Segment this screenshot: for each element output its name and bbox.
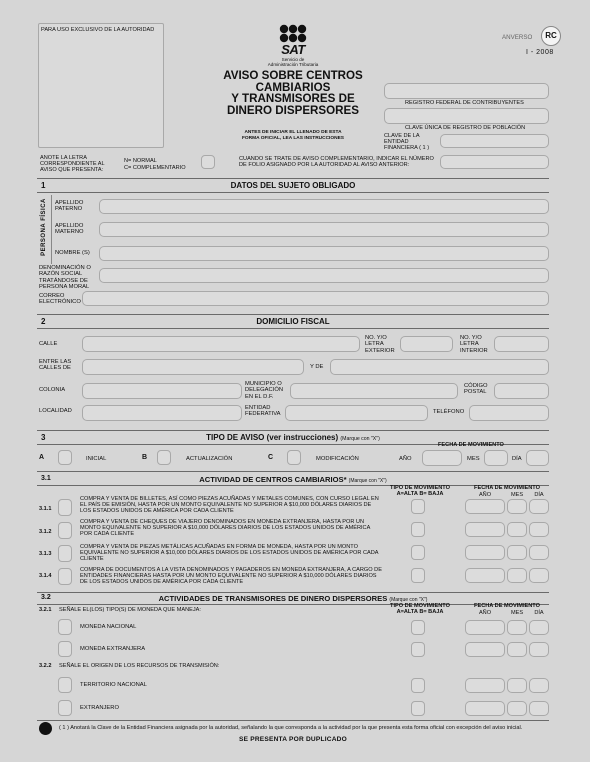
s3-fecha-movimiento-label: FECHA DE MOVIMIENTO xyxy=(438,442,504,448)
s31-dia-label: DÍA xyxy=(534,492,544,498)
option-a-checkbox[interactable] xyxy=(58,450,72,465)
s32-2-number: 3.2.2 xyxy=(39,663,52,669)
s31-item-number: 3.1.3 xyxy=(39,551,52,557)
s31-anio-label: AÑO xyxy=(478,492,492,498)
option-a-letter: A xyxy=(39,454,45,461)
telefono-field[interactable] xyxy=(469,405,549,421)
calle-field[interactable] xyxy=(82,336,360,352)
section-3-1-mark-note: (Marque con "X") xyxy=(348,478,387,484)
form-title xyxy=(200,70,386,116)
sat-logo-subtitle-2: Administración Tributaria xyxy=(267,62,319,67)
s31-mes-field[interactable] xyxy=(507,522,527,537)
moneda-nacional-anio-field[interactable] xyxy=(465,620,505,635)
s31-dia-field[interactable] xyxy=(529,522,549,537)
s32-tipo-mov-label: TIPO DE MOVIMIENTO xyxy=(390,603,450,609)
territorio-nacional-tipo-box[interactable] xyxy=(411,678,425,693)
clave-entidad-field[interactable] xyxy=(440,134,549,148)
entidad-federativa-field[interactable] xyxy=(285,405,428,421)
s31-fecha-mov-label: FECHA DE MOVIMIENTO xyxy=(474,485,540,491)
complementario-label: C= COMPLEMENTARIO xyxy=(124,165,186,171)
s31-tipo-mov-box[interactable] xyxy=(411,545,425,560)
s31-dia-field[interactable] xyxy=(529,499,549,514)
s31-item-text: COMPRA DE DOCUMENTOS A LA VISTA DENOMINADOS Y PAGADEROS EN MONEDA EXTRANJERA, A CARGO DE ENTIDADES FINANCIERAS HASTA POR UN MONTO EQUIVALENTE NO SUPERIOR A $10,000 DÓLARES DIARIOS DE LOS ESTADOS UNIDOS DE AMÉRICA POR CADA CLIENTE xyxy=(80,567,382,586)
curp-field[interactable] xyxy=(384,108,549,124)
rfc-label: REGISTRO FEDERAL DE CONTRIBUYENTES xyxy=(405,100,524,106)
apellido-paterno-label: APELLIDO PATERNO xyxy=(55,200,84,213)
s32-mes-label: MES xyxy=(510,610,524,616)
rfc-field[interactable] xyxy=(384,83,549,99)
s31-item-checkbox[interactable] xyxy=(58,568,72,585)
normal-label: N= NORMAL xyxy=(124,158,157,164)
tipo-aviso-letra-box[interactable] xyxy=(201,155,215,169)
section-3-1-title: ACTIVIDAD DE CENTROS CAMBIARIOS* xyxy=(199,475,347,484)
section-1-number: 1 xyxy=(41,181,46,190)
telefono-label: TELÉFONO xyxy=(433,409,465,415)
s32-anio-label: AÑO xyxy=(478,610,492,616)
persona-fisica-label: PERSONA FÍSICA xyxy=(41,198,47,256)
instructions-line-1: ANTES DE INICIAR EL LLENADO DE ESTA xyxy=(244,130,342,135)
s31-mes-field[interactable] xyxy=(507,545,527,560)
s31-item-checkbox[interactable] xyxy=(58,522,72,539)
s31-tipo-mov-label: TIPO DE MOVIMIENTO xyxy=(390,485,450,491)
municipio-label: MUNICIPIO O DELEGACIÓN EN EL D.F. xyxy=(245,381,284,400)
no-exterior-label: NO. Y/O LETRA EXTERIOR xyxy=(365,335,395,354)
sat-logo-subtitle-1: Servicio de xyxy=(281,57,305,62)
extranjero-anio-field[interactable] xyxy=(465,701,505,716)
moneda-extranjera-checkbox[interactable] xyxy=(58,641,72,657)
section-3-number: 3 xyxy=(41,433,46,442)
nombres-field[interactable] xyxy=(99,246,549,261)
s32-2-question: SEÑALE EL ORIGEN DE LOS RECURSOS DE TRANSMISIÓN: xyxy=(59,663,220,669)
no-interior-label: NO. Y/O LETRA INTERIOR xyxy=(460,335,488,354)
correo-label: CORREO ELECTRÓNICO xyxy=(39,293,81,306)
municipio-field[interactable] xyxy=(290,383,458,399)
entidad-federativa-label: ENTIDAD FEDERATIVA xyxy=(245,405,281,418)
rc-badge xyxy=(541,26,561,46)
s31-item-checkbox[interactable] xyxy=(58,545,72,562)
denominacion-field[interactable] xyxy=(99,268,549,283)
s31-anio-field[interactable] xyxy=(465,568,505,583)
section-3-title: TIPO DE AVISO (ver instrucciones) xyxy=(206,433,339,442)
localidad-label: LOCALIDAD xyxy=(39,408,72,414)
s31-dia-field[interactable] xyxy=(529,568,549,583)
s3-mes-field[interactable] xyxy=(484,450,508,466)
s31-mes-field[interactable] xyxy=(507,568,527,583)
codigo-postal-label: CÓDIGO POSTAL xyxy=(464,383,488,396)
extranjero-mes-field[interactable] xyxy=(507,701,527,716)
form-title-line-4: DINERO DISPERSORES xyxy=(226,103,360,117)
s32-1-number: 3.2.1 xyxy=(39,607,52,613)
moneda-extranjera-anio-field[interactable] xyxy=(465,642,505,657)
s31-anio-field[interactable] xyxy=(465,522,505,537)
territorio-nacional-mes-field[interactable] xyxy=(507,678,527,693)
codigo-postal-field[interactable] xyxy=(494,383,549,399)
moneda-extranjera-label: MONEDA EXTRANJERA xyxy=(80,646,146,652)
sat-logo-text: SAT xyxy=(281,42,305,57)
section-3-title-wrap xyxy=(37,433,549,442)
s31-item-text: COMPRA Y VENTA DE BILLETES, ASÍ COMO PIEZAS ACUÑADAS Y METALES COMUNES, CON CURSO LEGAL EN EL PAÍS DE EMISIÓN, HASTA POR UN MONTO EQUIVALENTE NO SUPERIOR A $10,000 DÓLARES DIARIOS DE LOS ESTADOS UNIDOS DE AMÉRICA POR CADA CLIENTE xyxy=(80,496,379,515)
s31-mes-label: MES xyxy=(510,492,524,498)
instructions-note xyxy=(220,130,366,143)
authority-box-label: PARA USO EXCLUSIVO DE LA AUTORIDAD xyxy=(41,27,155,33)
s31-item-text: COMPRA Y VENTA DE PIEZAS METÁLICAS ACUÑADAS EN FORMA DE MONEDA, HASTA POR UN MONTO EQUIVALENTE NO SUPERIOR A $10,000 DÓLARES DIARIOS DE LOS ESTADOS UNIDOS DE AMÉRICA POR CADA CLIENTE xyxy=(80,544,379,563)
instructions-line-2: FORMA OFICIAL, LEA LAS INSTRUCCIONES xyxy=(242,136,344,142)
entre-calle-2-field[interactable] xyxy=(330,359,549,375)
option-c-checkbox[interactable] xyxy=(287,450,301,465)
no-exterior-field[interactable] xyxy=(400,336,453,352)
option-b-label: ACTUALIZACIÓN xyxy=(186,456,233,462)
section-3-1-title-wrap xyxy=(37,475,549,484)
extranjero-label: EXTRANJERO xyxy=(80,705,119,711)
s31-item-number: 3.1.2 xyxy=(39,529,52,535)
s3-dia-label: DÍA xyxy=(512,456,522,462)
option-c-letter: C xyxy=(268,454,274,461)
denominacion-label: DENOMINACIÓN O RAZÓN SOCIAL TRATÁNDOSE DE PERSONA MORAL xyxy=(39,265,91,291)
nombres-label: NOMBRE (S) xyxy=(55,250,90,256)
complementario-note: CUANDO SE TRATE DE AVISO COMPLEMENTARIO, INDICAR EL NÚMERO DE FOLIO ASIGNADO POR LA AUTORIDAD AL AVISO ANTERIOR: xyxy=(239,156,434,169)
section-3-2-title-wrap xyxy=(37,594,549,603)
moneda-nacional-dia-field[interactable] xyxy=(529,620,549,635)
form-title-line-3: Y TRANSMISORES DE xyxy=(231,92,355,105)
moneda-nacional-mes-field[interactable] xyxy=(507,620,527,635)
s32-fecha-mov-label: FECHA DE MOVIMIENTO xyxy=(474,603,540,609)
apellido-materno-field[interactable] xyxy=(99,222,549,237)
entre-calles-label: ENTRE LAS CALLES DE xyxy=(39,359,72,372)
option-b-checkbox[interactable] xyxy=(157,450,171,465)
section-2-number: 2 xyxy=(41,317,46,326)
colonia-field[interactable] xyxy=(82,383,242,399)
rc-badge-text: RC xyxy=(545,31,557,40)
s32-alta-baja-label: A=ALTA B= BAJA xyxy=(396,609,444,615)
s31-item-text: COMPRA Y VENTA DE CHEQUES DE VIAJERO DENOMINADOS EN MONEDA EXTRANJERA, HASTA POR UN MONTO EQUIVALENTE NO SUPERIOR A $10,000 DÓLARES DIARIOS DE LOS ESTADOS UNIDOS DE AMÉRICA POR CADA CLIENTE xyxy=(80,519,371,538)
form-title-line-2: CAMBIARIOS xyxy=(255,80,331,94)
territorio-nacional-label: TERRITORIO NACIONAL xyxy=(80,682,147,688)
moneda-extranjera-dia-field[interactable] xyxy=(529,642,549,657)
colonia-label: COLONIA xyxy=(39,387,66,393)
s3-anio-field[interactable] xyxy=(422,450,462,466)
moneda-extranjera-mes-field[interactable] xyxy=(507,642,527,657)
footer-note: ( 1 ) Anotará la Clave de la Entidad Financiera asignada por la autoridad, señalando la que corresponda a la actividad por la que presenta esta forma oficial con excepción del aviso inicial. xyxy=(59,725,523,731)
form-title-line-1: AVISO SOBRE CENTROS xyxy=(223,69,363,82)
territorio-nacional-checkbox[interactable] xyxy=(58,677,72,693)
extranjero-checkbox[interactable] xyxy=(58,700,72,716)
y-de-label: Y DE xyxy=(310,364,324,370)
s31-tipo-mov-box[interactable] xyxy=(411,568,425,583)
extranjero-tipo-box[interactable] xyxy=(411,701,425,716)
option-b-letter: B xyxy=(142,454,148,461)
curp-label: CLAVE ÚNICA DE REGISTRO DE POBLACIÓN xyxy=(405,125,526,131)
territorio-nacional-anio-field[interactable] xyxy=(465,678,505,693)
s31-anio-field[interactable] xyxy=(465,545,505,560)
apellido-paterno-field[interactable] xyxy=(99,199,549,214)
s31-dia-field[interactable] xyxy=(529,545,549,560)
anverso-label: ANVERSO xyxy=(502,34,533,41)
section-3-1-number: 3.1 xyxy=(41,475,51,482)
moneda-extranjera-tipo-box[interactable] xyxy=(411,642,425,657)
moneda-nacional-label: MONEDA NACIONAL xyxy=(80,624,137,630)
s31-item-checkbox[interactable] xyxy=(58,499,72,516)
s3-dia-field[interactable] xyxy=(526,450,549,466)
s3-anio-label: AÑO xyxy=(399,456,412,462)
section-3-2-title: ACTIVIDADES DE TRANSMISORES DE DINERO DISPERSORES xyxy=(158,594,388,603)
s31-item-number: 3.1.1 xyxy=(39,506,52,512)
extranjero-dia-field[interactable] xyxy=(529,701,549,716)
s31-tipo-mov-box[interactable] xyxy=(411,499,425,514)
entre-calle-1-field[interactable] xyxy=(82,359,304,375)
localidad-field[interactable] xyxy=(82,405,242,421)
section-3-2-number: 3.2 xyxy=(41,594,51,601)
persona-fisica-divider xyxy=(51,195,52,264)
clave-entidad-label: CLAVE DE LA ENTIDAD FINANCIERA ( 1 ) xyxy=(384,133,430,152)
section-2-title: DOMICILIO FISCAL xyxy=(256,317,330,326)
moneda-nacional-tipo-box[interactable] xyxy=(411,620,425,635)
correo-field[interactable] xyxy=(82,291,549,306)
no-interior-field[interactable] xyxy=(494,336,549,352)
s31-item-number: 3.1.4 xyxy=(39,573,52,579)
calle-label: CALLE xyxy=(39,341,58,347)
s31-anio-field[interactable] xyxy=(465,499,505,514)
section-3-2-mark-note: (Marque con "X") xyxy=(389,597,428,603)
s31-mes-field[interactable] xyxy=(507,499,527,514)
s31-tipo-mov-box[interactable] xyxy=(411,522,425,537)
option-c-label: MODIFICACIÓN xyxy=(316,456,359,462)
s3-mes-label: MES xyxy=(467,456,480,462)
s32-1-question: SEÑALE EL(LOS) TIPO(S) DE MONEDA QUE MANEJA: xyxy=(59,607,201,613)
apellido-materno-label: APELLIDO MATERNO xyxy=(55,223,84,236)
section-3-mark-note: (Marque con "X") xyxy=(340,436,380,442)
territorio-nacional-dia-field[interactable] xyxy=(529,678,549,693)
s32-dia-label: DÍA xyxy=(534,610,544,616)
duplicado-label: SE PRESENTA POR DUPLICADO xyxy=(239,736,347,743)
folio-anterior-field[interactable] xyxy=(440,155,549,169)
registration-dot-icon xyxy=(39,722,52,735)
s31-alta-baja-label: A=ALTA B= BAJA xyxy=(396,491,444,497)
authority-box xyxy=(38,23,164,148)
form-code: I - 2008 xyxy=(526,49,554,56)
moneda-nacional-checkbox[interactable] xyxy=(58,619,72,635)
anote-letra-label: ANOTE LA LETRA CORRESPONDIENTE AL AVISO QUE PRESENTA: xyxy=(40,155,105,174)
option-a-label: INICIAL xyxy=(86,456,107,462)
section-1-title: DATOS DEL SUJETO OBLIGADO xyxy=(230,181,356,190)
